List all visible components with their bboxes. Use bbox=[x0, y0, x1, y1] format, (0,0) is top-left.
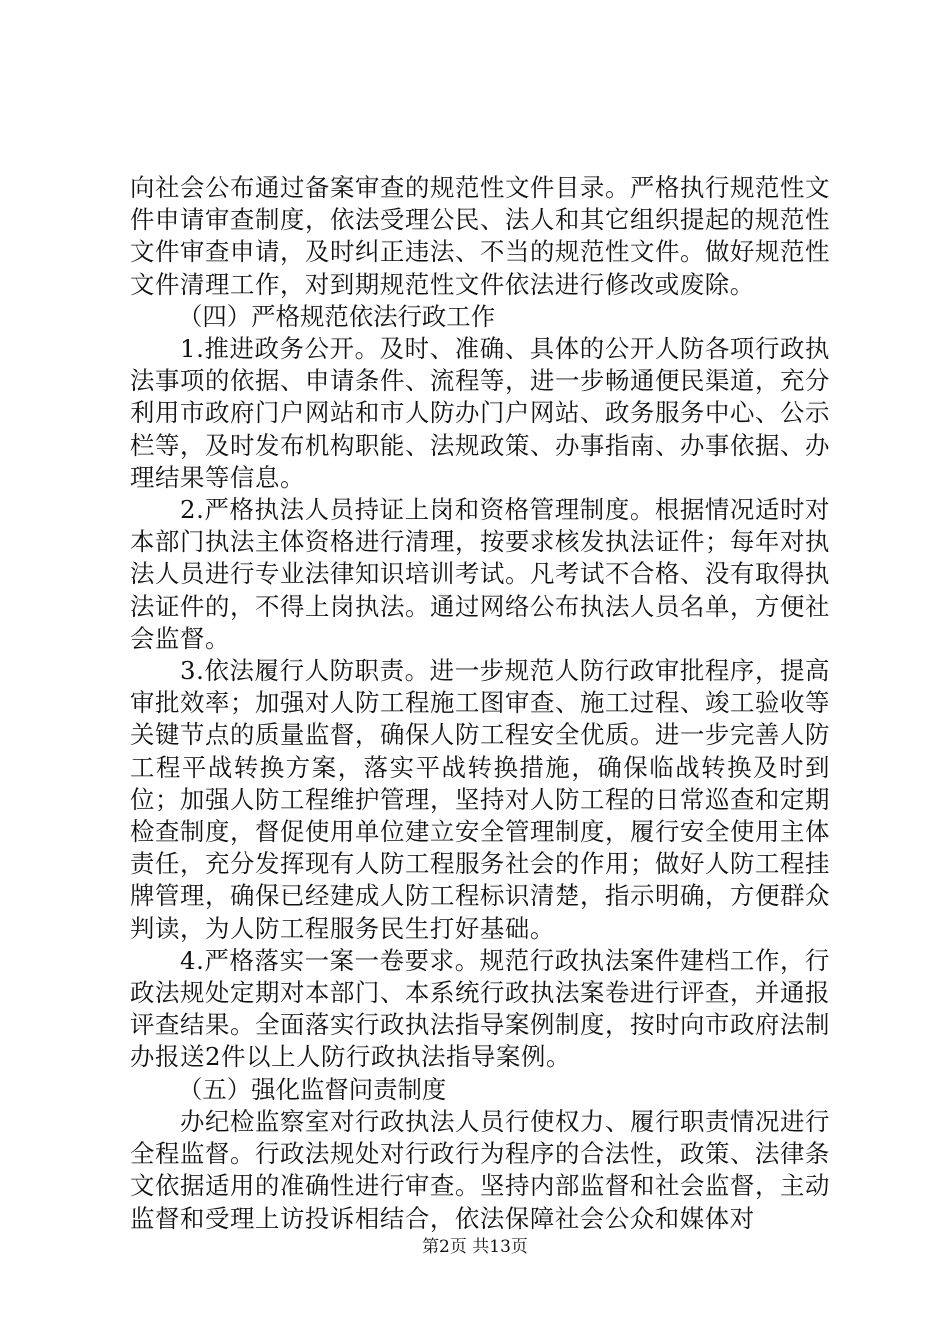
page-number-footer: 第2页 共13页 bbox=[422, 1237, 528, 1257]
section-heading-4: （四）严格规范依法行政工作 bbox=[178, 301, 496, 331]
list-item: 3.依法履行人防职责。进一步规范人防行政审批程序，提高审批效率；加强对人防工程施工图审查、施工过程、竣工验收等关键节点的质量监督，确保人防工程安全优质。进一步完善人防工程平战转换方案，落实平战转换措施，确保临战转换及时到位；加强人防工程维护管理，坚持对人防工程的日常巡查和定期检查制度，督促使用单位建立安全管理制度，履行安全使用主体责任，充分发挥现有人防工程服务社会的作用；做好人防工程挂牌管理，确保已经建成人防工程标识清楚，指示明确，方便群众判读，为人防工程服务民生打好基础。 bbox=[130, 656, 830, 943]
list-item: 4.严格落实一案一卷要求。规范行政执法案件建档工作，行政法规处定期对本部门、本系统行政执法案卷进行评查，并通报评查结果。全面落实行政执法指导案例制度，按时向市政府法制办报送2件以上人防行政执法指导案例。 bbox=[130, 945, 830, 1072]
section5-paragraph: 办纪检监察室对行政执法人员行使权力、履行职责情况进行全程监督。行政法规处对行政行为程序的合法性，政策、法律条文依据适用的准确性进行审查。坚持内部监督和社会监督，主动监督和受理上访投诉相结合，依法保障社会公众和媒体对 bbox=[130, 1106, 830, 1233]
section-heading-5: （五）强化监督问责制度 bbox=[178, 1074, 447, 1104]
list-item: 2.严格执法人员持证上岗和资格管理制度。根据情况适时对本部门执法主体资格进行清理，按要求核发执法证件；每年对执法人员进行专业法律知识培训考试。凡考试不合格、没有取得执法证件的，不得上岗执法。通过网络公布执法人员名单，方便社会监督。 bbox=[130, 495, 830, 653]
continued-paragraph: 向社会公布通过备案审查的规范性文件目录。严格执行规范性文件申请审查制度，依法受理公民、法人和其它组织提起的规范性文件审查申请，及时纠正违法、不当的规范性文件。做好规范性文件清理工作，对到期规范性文件依法进行修改或废除。 bbox=[130, 173, 830, 299]
document-body bbox=[130, 172, 830, 1235]
list-item: 1.推进政务公开。及时、准确、具体的公开人防各项行政执法事项的依据、申请条件、流程等，进一步畅通便民渠道，充分利用市政府门户网站和市人防办门户网站、政务服务中心、公示栏等，及时发布机构职能、法规政策、办事指南、办事依据、办理结果等信息。 bbox=[130, 334, 830, 492]
